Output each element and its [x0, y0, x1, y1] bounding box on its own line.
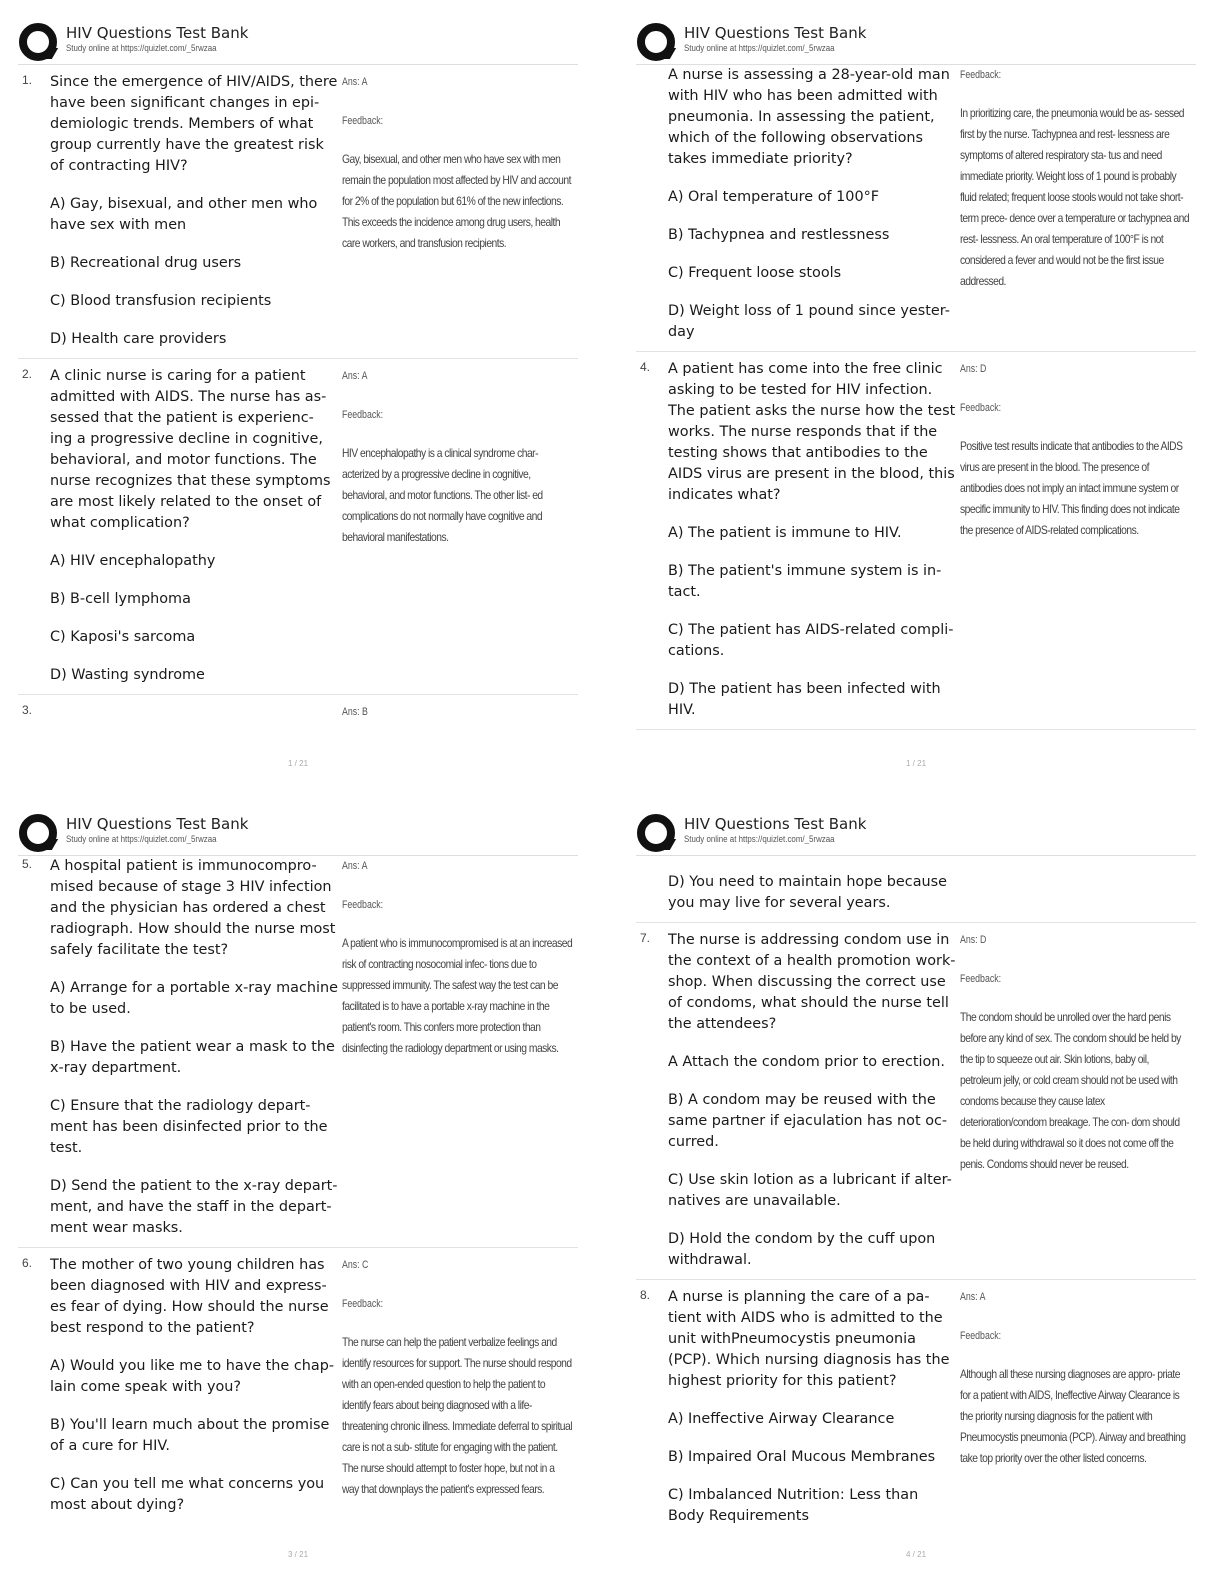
question-block — [636, 65, 1196, 352]
page-number: 3 / 21 — [288, 1550, 309, 1559]
header-title: HIV Questions Test Bank — [684, 24, 867, 42]
question-block — [18, 65, 578, 359]
question-text: A nurse is planning the care of a pa- tient with AIDS who is admitted to the unit withPneumocystis pneumonia (PCP). Which nursing diagnosis has the highest priority for this patient? — [668, 1289, 950, 1389]
option: A) The patient is immune to HIV. — [668, 525, 902, 541]
option: D) You need to maintain hope because you may live for several years. — [668, 874, 947, 911]
feedback-text: In prioritizing care, the pneumonia would be as- sessed first by the nurse. Tachypnea and rest- lessness are symptoms of altered respiratory sta- tus and need immediate priority. Weight loss of 1 pound is probably fluid related; frequent loose stools would not take short-term prece- dence over a temperature or tachypnea and rest- lessness. An oral temperature of 100°F is not considered a fever and would not be the first issue addressed. — [960, 106, 1190, 288]
question-number: 8. — [640, 1288, 651, 1302]
feedback-text: Gay, bisexual, and other men who have sex with men remain the population most affected by HIV and account for 2% of the population but 61% of the new infections. This exceeds the incidence among drug users, health care workers, and transfusion recipients. — [342, 152, 571, 250]
feedback-text: HIV encephalopathy is a clinical syndrome char- acterized by a progressive decline in cognitive, behavioral, and motor functions. The other list- ed complications do not normally have cognitive and behavioral manifestations. — [342, 446, 543, 544]
question-text: The nurse is addressing condom use in the context of a health promotion work- shop. When discussing the correct use of condoms, what should the nurse tell the attendees? — [668, 932, 956, 1032]
feedback-label: Feedback: — [342, 899, 384, 911]
page-3 — [18, 813, 578, 1573]
header-subtitle: Study online at https://quizlet.com/_5rwzaa — [684, 43, 835, 53]
question-text: A hospital patient is immunocompro- mised because of stage 3 HIV infection and the physician has ordered a chest radiograph. How should the nurse most safely facilitate the test? — [50, 858, 336, 958]
option: C) Ensure that the radiology depart- ment has been disinfected prior to the test. — [50, 1098, 328, 1156]
option: A) Oral temperature of 100°F — [668, 189, 880, 205]
question-number: 3. — [22, 703, 33, 717]
question-number: 2. — [22, 367, 33, 381]
question-number — [636, 65, 668, 343]
option: C) Kaposi's sarcoma — [50, 629, 196, 645]
answer: Ans: A — [960, 1291, 986, 1303]
question-text: The mother of two young children has been diagnosed with HIV and express- es fear of dying. How should the nurse best respond to the patient? — [50, 1257, 329, 1336]
option: B) B-cell lymphoma — [50, 591, 191, 607]
header-title: HIV Questions Test Bank — [66, 815, 249, 833]
quizlet-logo-icon — [636, 22, 674, 60]
question-text: A nurse is assessing a 28-year-old man with HIV who has been admitted with pneumonia. In assessing the patient, which of the following observations takes immediate priority? — [668, 67, 950, 167]
option: B) A condom may be reused with the same partner if ejaculation has not oc- curred. — [668, 1092, 948, 1150]
feedback-text: Although all these nursing diagnoses are appro- priate for a patient with AIDS, Ineffective Airway Clearance is the priority nursing diagnosis for the patient with Pneumocystis pneumonia (PCP). Airway and breathing take top priority over the other listed concerns. — [960, 1367, 1186, 1465]
feedback-label: Feedback: — [342, 409, 384, 421]
option: C) Imbalanced Nutrition: Less than Body Requirements — [668, 1487, 919, 1524]
question-number: 4. — [640, 360, 651, 374]
option: C) The patient has AIDS-related compli- cations. — [668, 622, 954, 659]
option: D) Hold the condom by the cuff upon withdrawal. — [668, 1231, 936, 1268]
question-number: 6. — [22, 1256, 33, 1270]
quizlet-logo-icon — [636, 813, 674, 851]
option: B) Recreational drug users — [50, 255, 242, 271]
option: A) HIV encephalopathy — [50, 553, 216, 569]
option: B) Impaired Oral Mucous Membranes — [668, 1449, 936, 1465]
feedback-label: Feedback: — [342, 115, 384, 127]
page-4 — [636, 813, 1196, 1573]
question-block — [18, 359, 578, 695]
feedback-text: The condom should be unrolled over the hard penis before any kind of sex. The condom should be held by the tip to squeeze out air. Skin lotions, baby oil, petroleum jelly, or cold cream should not be used with condoms because they cause latex deterioration/condom breakage. The con- dom should be held during withdrawal so it does not come off the penis. Condoms should never be reused. — [960, 1010, 1181, 1171]
question-number: 1. — [22, 73, 33, 87]
quizlet-logo-icon — [18, 813, 56, 851]
question-block — [18, 856, 578, 1248]
page-1 — [18, 22, 578, 782]
answer: Ans: A — [342, 370, 368, 382]
option: D) Send the patient to the x-ray depart- ment, and have the staff in the depart- ment wear masks. — [50, 1178, 338, 1236]
page-number: 1 / 21 — [288, 759, 309, 768]
question-block — [636, 1280, 1196, 1535]
option: C) Use skin lotion as a lubricant if alter- natives are unavailable. — [668, 1172, 952, 1209]
feedback-text: The nurse can help the patient verbalize feelings and identify resources for support. The nurse should respond with an open-ended question to help the patient to identify fears about being diagnosed with a life-threatening chronic illness. Immediate deferral to spiritual care is not a sub- stitute for engaging with the patient. The nurse should attempt to foster hope, but not in a way that downplays the patient's expressed fears. — [342, 1335, 573, 1496]
option: B) Have the patient wear a mask to the x-ray department. — [50, 1039, 335, 1076]
header-title: HIV Questions Test Bank — [684, 815, 867, 833]
feedback-label: Feedback: — [960, 1330, 1002, 1342]
page-header — [636, 22, 1196, 65]
quizlet-logo-icon — [18, 22, 56, 60]
question-block — [636, 352, 1196, 730]
answer: Ans: B — [342, 706, 368, 718]
feedback-label: Feedback: — [342, 1298, 384, 1310]
feedback-label: Feedback: — [960, 69, 1002, 81]
header-title: HIV Questions Test Bank — [66, 24, 249, 42]
question-text: A patient has come into the free clinic asking to be tested for HIV infection. The patient asks the nurse how the test works. The nurse responds that if the testing shows that antibodies to the AIDS virus are present in the blood, this indicates what? — [668, 361, 956, 503]
option: C) Frequent loose stools — [668, 265, 842, 281]
option: D) Wasting syndrome — [50, 667, 205, 683]
page-header — [18, 22, 578, 65]
page-number: 1 / 21 — [906, 759, 927, 768]
option: A) Ineffective Airway Clearance — [668, 1411, 895, 1427]
option: D) Health care providers — [50, 331, 227, 347]
answer: Ans: A — [342, 860, 368, 872]
answer: Ans: D — [960, 363, 987, 375]
page-number: 4 / 21 — [906, 1550, 927, 1559]
question-text: A clinic nurse is caring for a patient admitted with AIDS. The nurse has as- sessed that the patient is experienc- ing a progressive decline in cognitive, behavioral, and motor functions. The nurse recognizes that these symptoms are most likely related to the onset of what complication? — [50, 368, 331, 531]
option: A Attach the condom prior to erection. — [668, 1054, 946, 1070]
answer: Ans: C — [342, 1259, 369, 1271]
feedback-label: Feedback: — [960, 402, 1002, 414]
option: A) Would you like me to have the chap- lain come speak with you? — [50, 1358, 335, 1395]
question-number: 5. — [22, 857, 33, 871]
question-text: Since the emergence of HIV/AIDS, there have been significant changes in epi- demiologic trends. Members of what group currently have the greatest risk of contracting HIV? — [50, 74, 338, 174]
option: C) Blood transfusion recipients — [50, 293, 272, 309]
option: B) The patient's immune system is in- tact. — [668, 563, 942, 600]
question-continuation — [636, 856, 1196, 923]
question-block — [18, 695, 578, 749]
option: D) Weight loss of 1 pound since yester- day — [668, 303, 950, 340]
option: A) Gay, bisexual, and other men who have sex with men — [50, 196, 318, 233]
option: A) Arrange for a portable x-ray machine to be used. — [50, 980, 338, 1017]
question-block — [18, 1248, 578, 1524]
question-block — [636, 923, 1196, 1280]
option: D) The patient has been infected with HIV. — [668, 681, 941, 718]
header-subtitle: Study online at https://quizlet.com/_5rwzaa — [66, 834, 217, 844]
page-2 — [636, 22, 1196, 782]
question-number: 7. — [640, 931, 651, 945]
option: B) Tachypnea and restlessness — [668, 227, 890, 243]
header-subtitle: Study online at https://quizlet.com/_5rwzaa — [66, 43, 217, 53]
feedback-text: A patient who is immunocompromised is at an increased risk of contracting nosocomial infec- tions due to suppressed immunity. The safest way the test can be facilitated is to have a portable x-ray machine in the patient's room. This confers more protection than disinfecting the radiology department or using masks. — [342, 936, 573, 1055]
option: B) You'll learn much about the promise of a cure for HIV. — [50, 1417, 330, 1454]
answer: Ans: D — [960, 934, 987, 946]
page-header — [18, 813, 578, 856]
option: C) Can you tell me what concerns you most about dying? — [50, 1476, 325, 1513]
header-subtitle: Study online at https://quizlet.com/_5rwzaa — [684, 834, 835, 844]
feedback-text: Positive test results indicate that antibodies to the AIDS virus are present in the blood. The presence of antibodies does not imply an intact immune system or specific immunity to HIV. This finding does not indicate the presence of AIDS-related complications. — [960, 439, 1183, 537]
page-header — [636, 813, 1196, 856]
answer: Ans: A — [342, 76, 368, 88]
feedback-label: Feedback: — [960, 973, 1002, 985]
